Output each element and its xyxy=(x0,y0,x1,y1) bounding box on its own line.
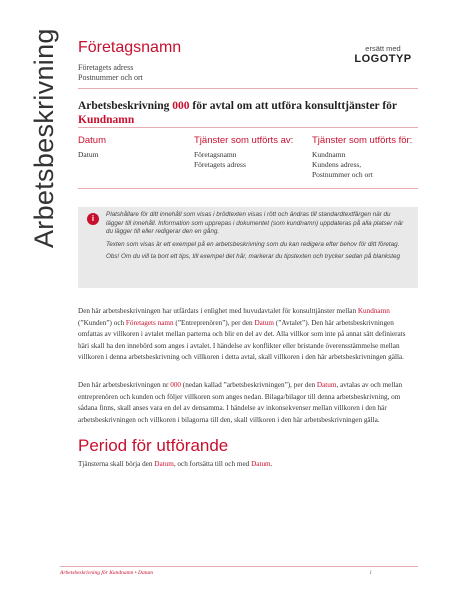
header-divider xyxy=(78,88,418,89)
column-client xyxy=(312,135,418,180)
tip-paragraph: Platshållare för ditt innehåll som visas i brödtexten visas i rött och ändras till standardtextfärgen när du lägger till innehåll. Information som upprepas i dokumentet (som kundnamn) uppdateras på alla platser när du lägger till eller redigerar den en gång. xyxy=(106,211,404,235)
body-text: Tjänsterna skall börja den xyxy=(78,460,155,468)
date-placeholder[interactable]: Datum xyxy=(154,460,174,468)
column-date xyxy=(78,135,184,180)
footer-divider xyxy=(60,566,418,567)
body-text: (”Avtalet”). Den här arbetsbeskrivningen omfattas av villkoren i avtalet mellan parterna och blir en del av det. Alla villkor som inte på annat sätt definierats häri skall ha den innebörd som anges i avtalet. I händelse av konflikter eller bristande överensstämmelse mellan villkoren i denna arbetsbeskrivning och villkoren i detta avtal, skall villkoren i den här arbetsbeskrivningen gälla. xyxy=(78,318,406,361)
footer-text: Arbetsbeskrivning för Kundnamn • Datum xyxy=(60,570,153,576)
client-postal[interactable]: Postnummer och ort xyxy=(312,170,373,179)
provider-address[interactable]: Företagets adress xyxy=(194,160,246,169)
body-text: (”Entreprenören”), per den xyxy=(173,318,255,327)
logo-placeholder[interactable] xyxy=(348,44,418,66)
date-placeholder[interactable]: Datum xyxy=(316,381,337,389)
company-placeholder[interactable]: Företagets namn xyxy=(125,318,174,327)
title-client[interactable]: Kundnamn xyxy=(78,114,135,126)
column-provider xyxy=(194,135,300,180)
provider-name[interactable]: Företagsnamn xyxy=(194,150,237,159)
client-placeholder[interactable]: Kundnamn xyxy=(357,307,390,315)
columns-divider xyxy=(78,188,418,189)
body-text: , och fortsätta till och med xyxy=(173,460,252,468)
title-number[interactable]: 000 xyxy=(172,100,190,112)
body-text: (”Kunden”) och xyxy=(78,318,126,327)
tip-paragraph: Texten som visas är ett exempel på en arbetsbeskrivning som du kan redigera efter behov för ditt företag. xyxy=(106,240,400,248)
document-title xyxy=(78,99,398,127)
tip-box[interactable] xyxy=(78,207,418,288)
address-line[interactable]: Postnummer och ort xyxy=(78,73,143,82)
number-placeholder[interactable]: 000 xyxy=(170,381,181,389)
body-text: Den här arbetsbeskrivningen nr xyxy=(78,381,171,389)
column-heading: Datum xyxy=(78,135,106,146)
logo-small-text: ersätt med xyxy=(365,44,401,53)
date-placeholder[interactable]: Datum xyxy=(254,318,275,327)
section-heading: Period för utförande xyxy=(78,436,229,455)
page-number: 1 xyxy=(369,570,372,576)
side-title: Arbetsbeskrivning xyxy=(29,28,59,248)
column-heading: Tjänster som utförts för: xyxy=(312,135,413,146)
header xyxy=(78,38,418,83)
client-address[interactable]: Kundens adress, xyxy=(312,160,362,169)
tip-text xyxy=(106,211,406,266)
body-text: (nedan kallad ”arbetsbeskrivningen”), per den xyxy=(181,381,317,389)
footer xyxy=(60,569,418,577)
column-heading: Tjänster som utförts av: xyxy=(194,135,294,146)
info-columns xyxy=(78,135,418,180)
title-text: för avtal om att utföra konsulttjänster för xyxy=(189,100,398,112)
title-divider xyxy=(78,127,418,128)
body-text: , avtalas av och mellan entreprenören och kunden och följer villkoren som anges nedan. Bilaga/bilagor till denna arbetsbeskrivning, om sådana finns, skall anses vara en del av densamma. I händelse av inkonsekvenser mellan villkoren i den här arbetsbeskrivningen och villkoren i bilagorna till den, skall villkoren i den här arbetsbeskrivningen gälla. xyxy=(78,381,403,424)
body-text: . xyxy=(270,460,273,468)
client-name[interactable]: Kundnamn xyxy=(312,150,346,159)
address-line[interactable]: Företagets adress xyxy=(78,63,134,72)
company-address xyxy=(78,63,418,83)
body-text: Den här arbetsbeskrivningen har utfärdats i enlighet med huvudavtalet för konsulttjänster mellan xyxy=(78,307,358,315)
body-paragraph-1 xyxy=(78,306,418,364)
date-placeholder[interactable]: Datum xyxy=(251,460,271,468)
logo-text: LOGOTYP xyxy=(354,53,412,65)
info-icon: i xyxy=(87,213,99,225)
title-text: Arbetsbeskrivning xyxy=(78,100,173,112)
date-value[interactable]: Datum xyxy=(78,150,99,159)
company-name[interactable]: Företagsnamn xyxy=(78,39,182,56)
tip-paragraph: Obs! Om du vill ta bort ett tips, till exempel det här, markerar du tipstexten och trycker sedan på blanksteg xyxy=(106,253,400,260)
section-paragraph xyxy=(78,459,418,471)
body-paragraph-2 xyxy=(78,380,418,426)
